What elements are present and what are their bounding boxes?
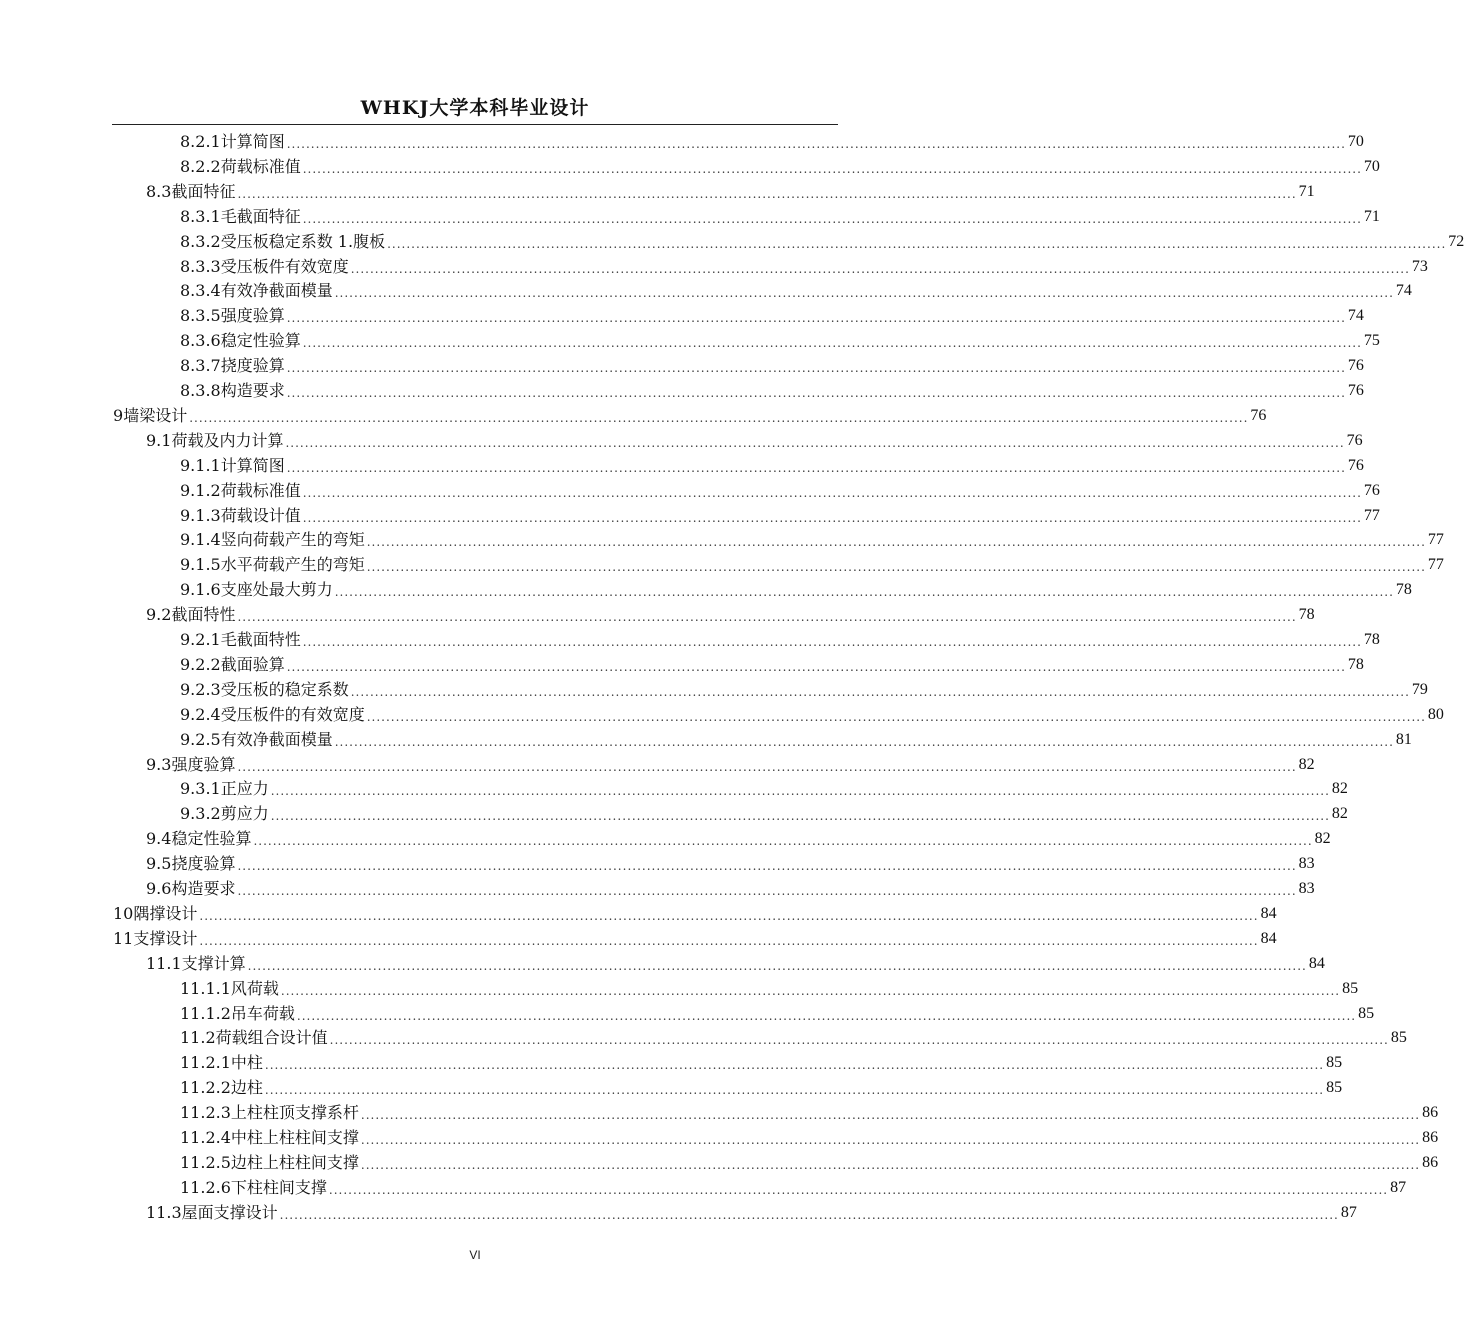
toc-entry-page: 78 <box>1298 606 1315 624</box>
toc-entry-number: 8.3.4 <box>180 281 221 301</box>
toc-entry-title: 构造要求 <box>171 879 236 898</box>
toc-entry-title: 稳定性验算 <box>220 331 301 351</box>
toc-entry-number: 11.2.3 <box>180 1103 231 1123</box>
toc-dot-leader: ............................................................................................................................................................................................................................ <box>302 161 1362 176</box>
toc-entry[interactable] <box>180 975 1359 999</box>
toc-entry[interactable] <box>180 1099 1439 1123</box>
toc-entry[interactable] <box>146 178 1315 202</box>
toc-entry[interactable] <box>146 1199 1357 1223</box>
toc-entry-number: 11.3 <box>146 1202 182 1222</box>
toc-entry[interactable] <box>146 601 1315 625</box>
toc-entry-page: 86 <box>1422 1153 1439 1171</box>
toc-dot-leader: ............................................................................................................................................................................................................................ <box>189 410 1249 425</box>
toc-entry-page: 71 <box>1363 207 1380 225</box>
toc-entry-number: 8.3.8 <box>180 381 221 400</box>
toc-entry-number: 11.1.2 <box>180 1003 231 1023</box>
toc-entry-page: 73 <box>1411 257 1428 275</box>
toc-dot-leader: ............................................................................................................................................................................................................................ <box>237 610 1297 625</box>
toc-dot-leader: ............................................................................................................................................................................................................................ <box>247 958 1307 973</box>
toc-entry[interactable] <box>180 203 1380 227</box>
toc-entry-number: 8.3.5 <box>180 306 221 326</box>
toc-entry[interactable] <box>180 477 1380 501</box>
toc-entry-title: 挠度验算 <box>220 356 285 376</box>
toc-entry-page: 78 <box>1363 631 1380 648</box>
toc-entry-title: 荷载组合设计值 <box>215 1028 328 1048</box>
toc-dot-leader: ............................................................................................................................................................................................................................ <box>302 485 1362 500</box>
toc-entry-page: 76 <box>1347 357 1364 375</box>
toc-dot-leader: ............................................................................................................................................................................................................................ <box>237 759 1297 774</box>
toc-entry-number: 9.1.5 <box>180 555 221 575</box>
toc-entry-title: 强度验算 <box>171 754 236 774</box>
toc-dot-leader: ............................................................................................................................................................................................................................ <box>270 784 1330 799</box>
toc-entry-number: 9.2.5 <box>180 729 221 749</box>
toc-entry-page: 82 <box>1298 755 1315 773</box>
toc-entry-number: 9.2.1 <box>180 630 221 649</box>
toc-entry-title: 构造要求 <box>220 381 285 400</box>
toc-entry-title: 荷载及内力计算 <box>171 430 284 450</box>
toc-dot-leader: ............................................................................................................................................................................................................................ <box>302 336 1362 351</box>
toc-entry-title: 计算简图 <box>220 455 285 475</box>
toc-entry-title: 受压板件的有效宽度 <box>220 704 365 724</box>
toc-entry-number: 11 <box>113 928 134 948</box>
toc-entry-number: 9.1.1 <box>180 455 221 475</box>
toc-dot-leader: ............................................................................................................................................................................................................................ <box>366 560 1426 575</box>
toc-entry[interactable] <box>180 502 1380 526</box>
toc-entry[interactable] <box>180 726 1412 750</box>
toc-entry-title: 荷载标准值 <box>220 156 301 176</box>
toc-entry-page: 74 <box>1347 307 1364 325</box>
toc-dot-leader: ............................................................................................................................................................................................................................ <box>286 137 1346 151</box>
toc-dot-leader: ............................................................................................................................................................................................................................ <box>350 684 1410 699</box>
toc-dot-leader: ............................................................................................................................................................................................................................ <box>270 809 1330 824</box>
toc-entry-page: 78 <box>1395 581 1412 599</box>
toc-dot-leader: ............................................................................................................................................................................................................................ <box>366 535 1426 550</box>
toc-entry-page: 70 <box>1347 133 1364 150</box>
toc-entry-number: 9.2 <box>146 605 172 625</box>
toc-dot-leader: ............................................................................................................................................................................................................................ <box>302 211 1362 226</box>
toc-dot-leader: ............................................................................................................................................................................................................................ <box>366 709 1426 724</box>
toc-dot-leader: ............................................................................................................................................................................................................................ <box>296 1008 1357 1023</box>
page-number: VI <box>469 1248 481 1262</box>
toc-entry-title: 支撑计算 <box>181 953 246 973</box>
toc-entry-page: 76 <box>1363 481 1380 499</box>
toc-entry-number: 9.1.4 <box>180 530 221 550</box>
toc-entry[interactable] <box>180 1074 1343 1098</box>
toc-entry-number: 10 <box>113 903 134 923</box>
toc-entry-number: 8.3.7 <box>180 356 221 376</box>
toc-entry-page: 87 <box>1340 1203 1357 1221</box>
toc-entry-page: 80 <box>1427 705 1444 723</box>
toc-entry-title: 中柱 <box>230 1053 263 1073</box>
toc-entry-number: 9.6 <box>146 879 172 898</box>
toc-dot-leader: ............................................................................................................................................................................................................................ <box>286 659 1346 674</box>
toc-entry-page: 86 <box>1422 1129 1439 1146</box>
toc-entry-title: 隅撑设计 <box>133 903 198 923</box>
toc-entry[interactable] <box>146 825 1331 849</box>
toc-entry[interactable] <box>180 775 1348 799</box>
toc-entry-title: 受压板稳定系数 1.腹板 <box>220 231 386 251</box>
toc-dot-leader: ............................................................................................................................................................................................................................ <box>360 1157 1421 1172</box>
toc-entry-number: 8.2.2 <box>180 156 221 176</box>
toc-entry-title: 墙梁设计 <box>123 405 188 425</box>
toc-entry[interactable] <box>180 1000 1375 1024</box>
toc-entry[interactable] <box>180 153 1380 177</box>
toc-entry-title: 支座处最大剪力 <box>220 580 333 600</box>
toc-entry[interactable] <box>146 950 1325 974</box>
toc-entry-page: 82 <box>1314 830 1331 848</box>
toc-entry-title: 吊车荷载 <box>230 1003 295 1023</box>
toc-entry-page: 78 <box>1347 655 1364 673</box>
toc-dot-leader: ............................................................................................................................................................................................................................ <box>286 311 1346 326</box>
toc-entry-page: 85 <box>1358 1004 1375 1022</box>
toc-entry-page: 83 <box>1298 855 1315 873</box>
toc-entry-title: 屋面支撑设计 <box>181 1202 278 1222</box>
toc-entry[interactable] <box>146 850 1315 874</box>
toc-dot-leader: ............................................................................................................................................................................................................................ <box>199 908 1259 923</box>
toc-entry-page: 76 <box>1346 431 1363 449</box>
toc-entry-title: 风荷载 <box>230 978 279 998</box>
toc-entry-number: 11.1.1 <box>180 978 231 998</box>
toc-entry-title: 挠度验算 <box>171 854 236 874</box>
toc-entry-page: 70 <box>1363 157 1380 175</box>
toc-entry[interactable] <box>180 1124 1439 1148</box>
toc-dot-leader: ............................................................................................................................................................................................................................ <box>280 983 1341 998</box>
toc-dot-leader: ............................................................................................................................................................................................................................ <box>286 460 1346 475</box>
toc-entry-page: 84 <box>1308 954 1325 972</box>
toc-dot-leader: ............................................................................................................................................................................................................................ <box>334 585 1394 600</box>
toc-entry[interactable] <box>180 526 1444 550</box>
toc-entry-number: 8.3.1 <box>180 206 221 226</box>
toc-entry-page: 76 <box>1250 406 1267 424</box>
toc-entry-number: 9.1.6 <box>180 580 221 600</box>
toc-entry-page: 84 <box>1260 929 1277 947</box>
toc-entry-title: 截面特性 <box>171 605 236 625</box>
header-title: WHKJ大学本科毕业设计 <box>360 97 590 119</box>
toc-entry-page: 82 <box>1331 805 1348 823</box>
toc-entry[interactable] <box>180 701 1444 725</box>
toc-dot-leader: ............................................................................................................................................................................................................................ <box>302 510 1362 525</box>
toc-entry[interactable] <box>180 626 1380 650</box>
toc-entry[interactable] <box>180 676 1428 700</box>
toc-dot-leader: ............................................................................................................................................................................................................................ <box>360 1133 1421 1147</box>
toc-entry[interactable] <box>180 327 1380 351</box>
toc-entry-title: 荷载标准值 <box>220 480 301 500</box>
toc-entry-page: 82 <box>1331 780 1348 798</box>
toc-dot-leader: ............................................................................................................................................................................................................................ <box>199 933 1259 948</box>
toc-dot-leader: ............................................................................................................................................................................................................................ <box>253 834 1313 849</box>
toc-dot-leader: ............................................................................................................................................................................................................................ <box>329 1033 1389 1048</box>
toc-dot-leader: ............................................................................................................................................................................................................................ <box>285 435 1345 450</box>
toc-dot-leader: ............................................................................................................................................................................................................................ <box>334 734 1394 749</box>
toc-entry-page: 79 <box>1411 680 1428 698</box>
toc-entry-page: 85 <box>1390 1029 1407 1047</box>
toc-entry-title: 竖向荷载产生的弯矩 <box>220 530 365 550</box>
toc-entry-title: 边柱 <box>230 1078 263 1098</box>
toc-entry[interactable] <box>180 228 1464 252</box>
toc-entry[interactable] <box>180 352 1364 376</box>
toc-entry-number: 8.3.2 <box>180 231 221 251</box>
toc-dot-leader: ............................................................................................................................................................................................................................ <box>286 361 1346 376</box>
toc-dot-leader: ............................................................................................................................................................................................................................ <box>302 635 1362 649</box>
toc-entry-page: 74 <box>1395 282 1412 300</box>
toc-dot-leader: ............................................................................................................................................................................................................................ <box>264 1058 1325 1073</box>
toc-entry-number: 11.2.4 <box>180 1128 231 1147</box>
toc-entry-number: 11.1 <box>146 953 182 973</box>
toc-entry-number: 8.3.6 <box>180 331 221 351</box>
toc-entry-page: 83 <box>1298 880 1315 897</box>
toc-entry-title: 毛截面特征 <box>220 206 301 226</box>
toc-entry-number: 9.3.1 <box>180 779 221 799</box>
toc-entry-number: 9.4 <box>146 829 172 849</box>
toc-entry[interactable] <box>180 800 1348 824</box>
toc-entry-title: 稳定性验算 <box>171 829 252 849</box>
toc-entry[interactable] <box>180 1149 1439 1173</box>
toc-entry-page: 77 <box>1427 556 1444 574</box>
toc-entry-title: 有效净截面模量 <box>220 281 333 301</box>
toc-entry-title: 有效净截面模量 <box>220 729 333 749</box>
toc-entry-title: 水平荷载产生的弯矩 <box>220 555 365 575</box>
toc-entry[interactable] <box>113 900 1277 924</box>
toc-entry-page: 72 <box>1448 232 1464 250</box>
toc-dot-leader: ............................................................................................................................................................................................................................ <box>328 1182 1389 1197</box>
toc-entry-page: 84 <box>1260 904 1277 922</box>
toc-entry-title: 毛截面特性 <box>220 630 301 649</box>
toc-entry[interactable] <box>180 651 1364 675</box>
toc-dot-leader: ............................................................................................................................................................................................................................ <box>237 859 1297 874</box>
toc-entry-number: 9.3.2 <box>180 804 221 824</box>
toc-dot-leader: ............................................................................................................................................................................................................................ <box>286 386 1346 400</box>
toc-dot-leader: ............................................................................................................................................................................................................................ <box>237 884 1297 898</box>
toc-entry[interactable] <box>180 551 1444 575</box>
toc-entry-number: 8.3.3 <box>180 256 221 276</box>
toc-entry[interactable] <box>180 452 1364 476</box>
toc-dot-leader: ............................................................................................................................................................................................................................ <box>279 1207 1339 1222</box>
toc-dot-leader: ............................................................................................................................................................................................................................ <box>264 1083 1325 1098</box>
toc-entry-page: 87 <box>1390 1178 1407 1196</box>
toc-entry-page: 85 <box>1326 1054 1343 1072</box>
toc-dot-leader: ............................................................................................................................................................................................................................ <box>350 261 1410 276</box>
toc-dot-leader: ............................................................................................................................................................................................................................ <box>237 186 1297 201</box>
toc-entry[interactable] <box>113 925 1277 949</box>
toc-entry-title: 受压板的稳定系数 <box>220 679 349 699</box>
toc-entry-number: 9.1.2 <box>180 480 221 500</box>
toc-entry-title: 截面验算 <box>220 654 285 674</box>
toc-entry-title: 荷载设计值 <box>220 505 301 525</box>
toc-entry-number: 9.1 <box>146 430 172 450</box>
toc-entry[interactable] <box>113 402 1267 426</box>
toc-entry-page: 77 <box>1427 531 1444 549</box>
toc-entry-number: 11.2.1 <box>180 1053 231 1073</box>
toc-entry-title: 支撑设计 <box>133 928 198 948</box>
page-header <box>112 93 838 125</box>
toc-entry[interactable] <box>180 302 1364 326</box>
toc-entry-title: 正应力 <box>220 779 269 799</box>
toc-entry[interactable] <box>146 427 1363 451</box>
toc-entry-number: 9.2.2 <box>180 654 221 674</box>
toc-entry[interactable] <box>180 128 1364 152</box>
toc-entry-title: 计算简图 <box>220 132 285 151</box>
toc-entry-page: 85 <box>1326 1079 1343 1097</box>
toc-entry-number: 9.2.4 <box>180 704 221 724</box>
toc-entry-page: 86 <box>1422 1104 1439 1122</box>
toc-entry-number: 9.2.3 <box>180 679 221 699</box>
toc-entry-page: 76 <box>1347 456 1364 474</box>
toc-dot-leader: ............................................................................................................................................................................................................................ <box>360 1108 1421 1123</box>
toc-dot-leader: ............................................................................................................................................................................................................................ <box>334 286 1394 301</box>
toc-entry-title: 中柱上柱柱间支撑 <box>230 1128 359 1147</box>
toc-entry-number: 8.3 <box>146 181 172 201</box>
toc-entry-number: 11.2.2 <box>180 1078 231 1098</box>
toc-entry-page: 76 <box>1347 382 1364 399</box>
toc-entry[interactable] <box>180 377 1364 401</box>
toc-entry[interactable] <box>180 576 1412 600</box>
toc-entry[interactable] <box>180 1174 1407 1198</box>
toc-entry-number: 9.5 <box>146 854 172 874</box>
toc-entry-title: 受压板件有效宽度 <box>220 256 349 276</box>
toc-entry-title: 剪应力 <box>220 804 269 824</box>
toc-entry-number: 11.2.5 <box>180 1152 231 1172</box>
toc-entry-page: 71 <box>1298 182 1315 200</box>
toc-entry[interactable] <box>180 253 1428 277</box>
toc-entry[interactable] <box>180 1049 1343 1073</box>
toc-entry-number: 8.2.1 <box>180 132 221 151</box>
toc-entry-page: 77 <box>1363 506 1380 524</box>
toc-entry[interactable] <box>146 751 1315 775</box>
toc-entry-number: 9 <box>113 405 124 425</box>
toc-entry-title: 边柱上柱柱间支撑 <box>230 1152 359 1172</box>
toc-entry[interactable] <box>146 875 1315 899</box>
toc-entry-title: 下柱柱间支撑 <box>230 1177 327 1197</box>
toc-entry-number: 9.1.3 <box>180 505 221 525</box>
toc-entry-title: 上柱柱顶支撑系杆 <box>230 1103 359 1123</box>
toc-entry[interactable] <box>180 1024 1407 1048</box>
toc-entry-number: 11.2.6 <box>180 1177 231 1197</box>
toc-entry-title: 截面特征 <box>171 181 236 201</box>
toc-entry-title: 强度验算 <box>220 306 285 326</box>
toc-entry-page: 81 <box>1395 730 1412 748</box>
toc-entry-page: 85 <box>1342 979 1359 997</box>
toc-entry[interactable] <box>180 277 1412 301</box>
toc-dot-leader: ............................................................................................................................................................................................................................ <box>387 236 1447 251</box>
toc-entry-number: 11.2 <box>180 1028 216 1048</box>
toc-entry-number: 9.3 <box>146 754 172 774</box>
toc-entry-page: 75 <box>1363 332 1380 350</box>
